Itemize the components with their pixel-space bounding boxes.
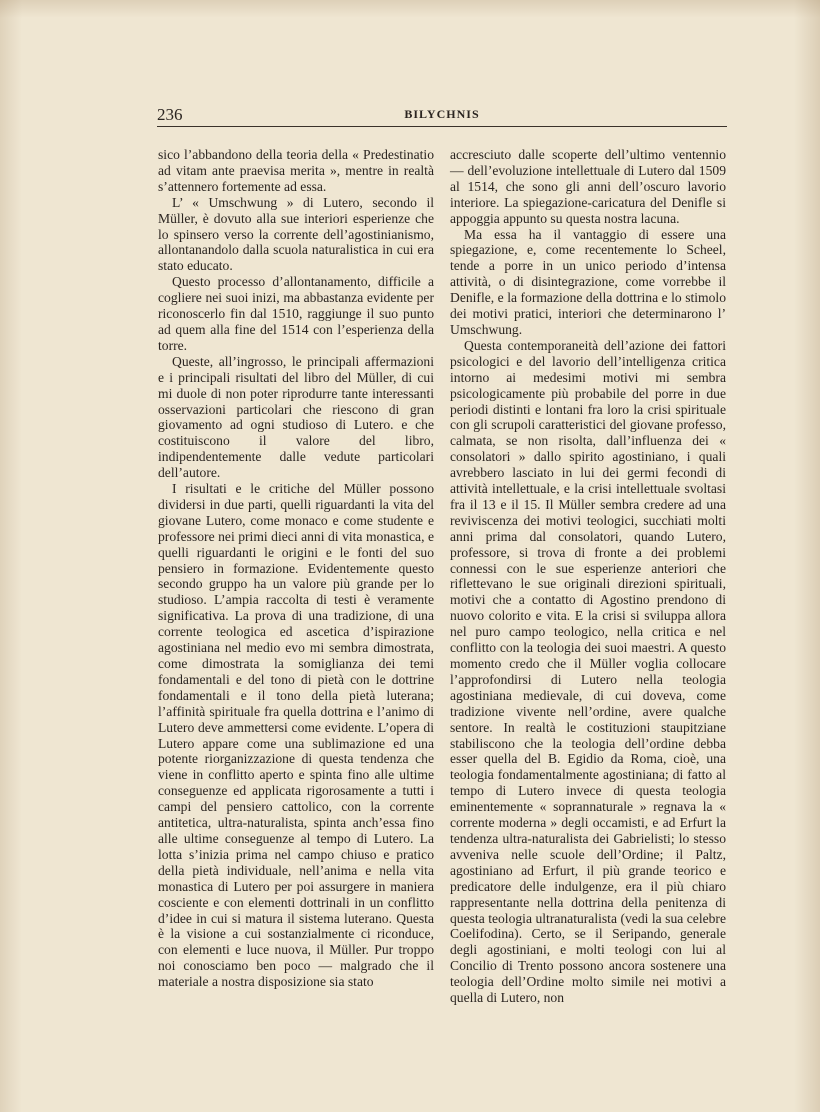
paragraph: Queste, all’ingrosso, le principali affermazioni e i principali risultati del libro del Müller, di cui mi duole di non poter riprodurre tante interessanti osservazioni particolari che riescono di gran giovamento ad ogni studioso di Lutero. e che costituiscono il valore del libro, indipendentemente dalle vedute particolari dell’autore.	[158, 353, 434, 481]
paragraph: sico l’abbandono della teoria della « Predestinatio ad vitam ante praevisa merita », mentre in realtà s’attennero fortemente ad essa.	[158, 147, 434, 194]
paragraph: Questa contemporaneità dell’azione dei fattori psicologici e del lavorio dell’intelligenza critica intorno ai medesimi motivi mi sembra psicologicamente più probabile del porre in due periodi distinti e lontani fra loro la crisi spirituale con gli scrupoli caratteristici del giovane professo, calmata, se non risolta, dall’influenza dei « consolatori » dallo spirito agostiniano, i quali avrebbero lasciato in lui dei germi fecondi di attività intellettuale, e la crisi intellettuale svoltasi fra il 13 e il 15. Il Müller sembra credere ad una reviviscenza dei motivi teologici, succhiati molti anni prima dal consolatori, quando Lutero, professore, si trova di fronte a dei problemi connessi con le sue esperienze anteriori che riflettevano le sue originali direzioni spirituali, motivi che a contatto di Agostino prendono di nuovo colorito e vita. E la crisi si sviluppa allora nel puro campo teologico, nella critica e nel conflitto con la teologia dei suoi maestri. A questo momento credo che il Müller voglia collocare l’approfondirsi di Lutero nella teologia agostiniana medievale, di cui doveva, come tradizione vivente nell’ordine, avere qualche sentore. In realtà le costituzioni staupitziane stabiliscono che la teologia dell’ordine debba esser quella del B. Egidio da Roma, cioè, una teologia fondamentalmente agostiniana; di fatto al tempo di Lutero invece di questa teologia eminentemente « soprannaturale » regnava la « corrente moderna » degli occamisti, e ad Erfurt la tendenza ultra-naturalista dei Gabrielisti; lo stesso avveniva nelle scuole dell’Ordine; il Paltz, agostiniano ad Erfurt, il più grande teorico e predicatore delle indulgenze, era il più chiaro rappresentante nella dottrina della penitenza di questa teologia ultranaturalista (vedi la sua celebre Coelifodina). Certo, se il Seripando, generale degli agostiniani, e molti teologi con lui al Concilio di Trento possono ancora sostenere una teologia dell’Ordine molto simile nei motivi a quella di Lutero, non	[450, 337, 726, 1006]
paragraph: L’ « Umschwung » di Lutero, secondo il Müller, è dovuto alla sue interiori esperienze che lo spinsero verso la corrente dell’agostinianismo, allontanandolo dalla scuola naturalistica in cui era stato educato.	[158, 194, 434, 274]
left-column	[158, 147, 434, 990]
paragraph: I risultati e le critiche del Müller possono dividersi in due parti, quelli riguardanti la vita del giovane Lutero, come monaco e come studente e professore nei primi dieci anni di vita monastica, e quelli riguardanti le origini e le fonti del suo pensiero in formazione. Evidentemente questo secondo gruppo ha un valore più grande per lo studioso. L’ampia raccolta di testi è veramente significativa. La prova di una tradizione, di una corrente teologica ed ascetica d’ispirazione agostiniana nel medio evo mi sembra dimostrata, come dimostrata la somiglianza dei temi fondamentali e del tono di pietà con le dottrine fondamentali e il tono della pietà luterana; l’affinità spirituale fra quella dottrina e l’animo di Lutero deve ammettersi come evidente. L’opera di Lutero appare come una sublimazione ed una potente riorganizzazione di questa tendenza che viene in conflitto aperto e spinta fino alle ultime conseguenze ed applicata rigorosamente a tutti i campi del pensiero cattolico, con la corrente antitetica, ultra-naturalista, spinta anch’essa fino alle ultime conseguenze al tempo di Lutero. La lotta s’inizia prima nel campo chiuso e pratico della pietà individuale, nell’anima e nella vita monastica di Lutero per poi assurgere in maniera cosciente e con elementi dottrinali in un conflitto d’idee in cui si matura il sistema luterano. Questa è la visione a cui sostanzialmente ci riconduce, con elementi e luce nuova, il Müller. Pur troppo noi conosciamo ben poco — malgrado che il materiale a nostra disposizione sia stato	[158, 481, 434, 990]
paragraph: accresciuto dalle scoperte dell’ultimo ventennio — dell’evoluzione intellettuale di Lutero dal 1509 al 1514, che sono gli anni dell’oscuro lavorio interiore. La spiegazione-caricatura del Denifle si appoggia appunto su questa nostra lacuna.	[450, 147, 726, 226]
header-rule	[157, 126, 727, 127]
paragraph: Questo processo d’allontanamento, difficile a cogliere nei suoi inizi, ma abbastanza evidente per riconoscerlo fin dal 1510, raggiunge il suo punto ad quem alla fine del 1514 con l’esperienza della torre.	[158, 274, 434, 353]
paragraph: Ma essa ha il vantaggio di essere una spiegazione, e, come recentemente lo Scheel, tende a porre in un unico periodo d’intensa attività, o di disintegrazione, come vorrebbe il Denifle, e la formazione della dottrina e lo stimolo dei motivi pratici, interiori che determinarono l’ Umschwung.	[450, 226, 726, 337]
running-title: BILYCHNIS	[404, 107, 480, 121]
right-column	[450, 147, 726, 1006]
page-number: 236	[157, 105, 183, 124]
